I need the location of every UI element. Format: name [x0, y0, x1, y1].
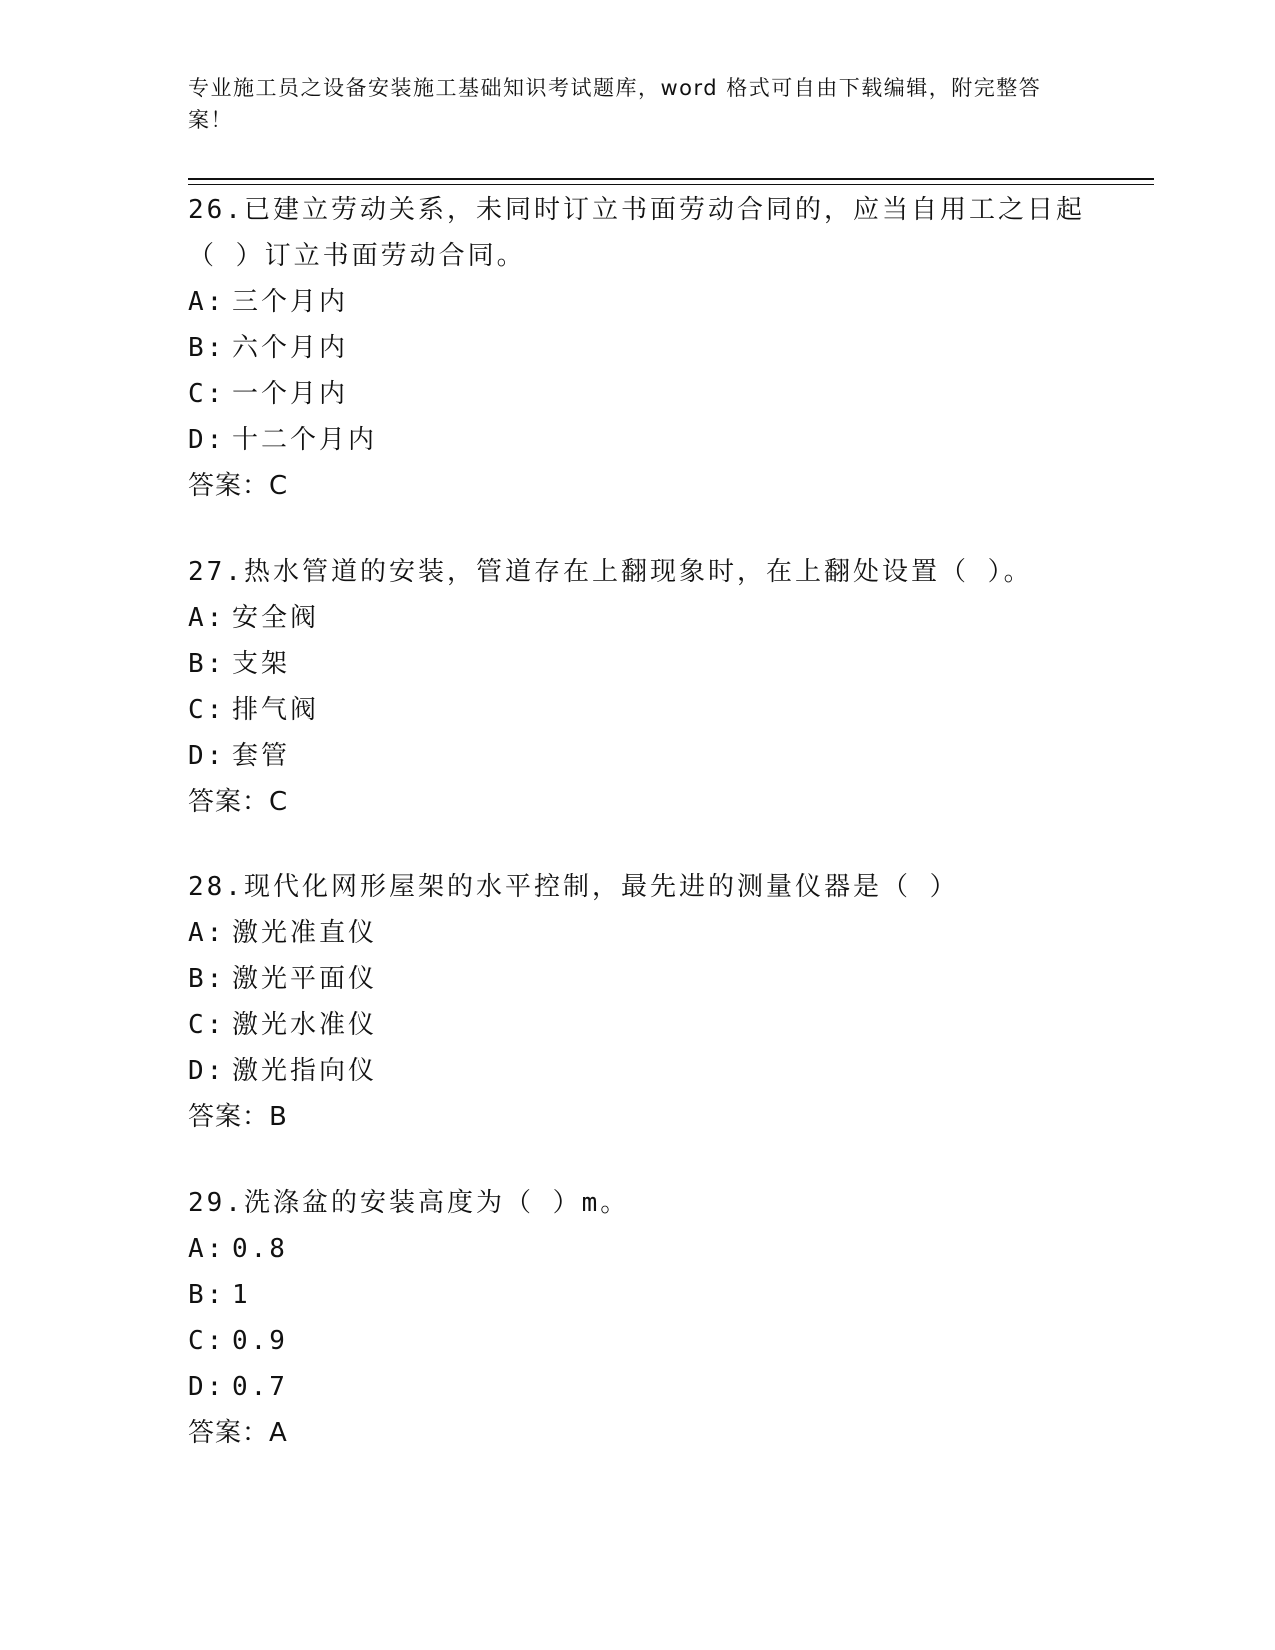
answer-line: 答案：C [188, 787, 289, 817]
option-b [188, 641, 1088, 687]
option-label: A: [188, 603, 226, 633]
document-intro: 专业施工员之设备安装施工基础知识考试题库，word 格式可自由下载编辑，附完整答案！ [188, 76, 1042, 132]
option-b [188, 325, 1088, 371]
option-a [188, 279, 1088, 325]
question-26 [188, 187, 1088, 509]
option-b [188, 1272, 1088, 1318]
option-label: A: [188, 1234, 226, 1264]
option-text: 0.7 [232, 1372, 288, 1402]
option-label: B: [188, 964, 226, 994]
answer-line: 答案：C [188, 471, 289, 501]
answer-line: 答案：B [188, 1102, 288, 1132]
option-text: 0.8 [232, 1234, 288, 1264]
option-label: C: [188, 1010, 226, 1040]
option-d [188, 1048, 1088, 1094]
question-27 [188, 549, 1088, 825]
option-label: C: [188, 695, 226, 725]
option-text: 激光平面仪 [232, 964, 378, 994]
option-label: D: [188, 425, 226, 455]
option-a [188, 910, 1088, 956]
option-b [188, 956, 1088, 1002]
option-text: 三个月内 [232, 287, 349, 317]
option-text: 0.9 [232, 1326, 288, 1356]
option-d [188, 733, 1088, 779]
option-text: 套管 [232, 741, 291, 771]
option-label: D: [188, 1056, 226, 1086]
option-text: 安全阀 [232, 603, 320, 633]
option-c [188, 1318, 1088, 1364]
option-label: D: [188, 1372, 226, 1402]
option-text: 1 [232, 1280, 251, 1310]
answer-line: 答案：A [188, 1418, 288, 1448]
question-29 [188, 1180, 1088, 1456]
option-c [188, 1002, 1088, 1048]
option-c [188, 687, 1088, 733]
option-d [188, 417, 1088, 463]
option-d [188, 1364, 1088, 1410]
option-text: 激光指向仪 [232, 1056, 378, 1086]
option-text: 激光准直仪 [232, 918, 378, 948]
option-label: B: [188, 1280, 226, 1310]
option-label: A: [188, 287, 226, 317]
question-text: 26.已建立劳动关系，未同时订立书面劳动合同的，应当自用工之日起（ ）订立书面劳动合同。 [188, 195, 1085, 271]
option-a [188, 1226, 1088, 1272]
option-label: B: [188, 333, 226, 363]
header-divider-thick [188, 178, 1154, 180]
question-text: 27.热水管道的安装，管道存在上翻现象时，在上翻处设置（ ）。 [188, 557, 1033, 587]
option-text: 十二个月内 [232, 425, 378, 455]
option-a [188, 595, 1088, 641]
option-text: 排气阀 [232, 695, 320, 725]
question-text: 29.洗涤盆的安装高度为（ ）m。 [188, 1188, 630, 1218]
option-c [188, 371, 1088, 417]
option-text: 激光水准仪 [232, 1010, 378, 1040]
option-text: 一个月内 [232, 379, 349, 409]
header-divider-thin [188, 184, 1154, 185]
option-text: 六个月内 [232, 333, 349, 363]
option-label: C: [188, 1326, 226, 1356]
question-text: 28.现代化网形屋架的水平控制，最先进的测量仪器是（ ） [188, 872, 959, 902]
option-text: 支架 [232, 649, 291, 679]
question-28 [188, 864, 1088, 1140]
option-label: B: [188, 649, 226, 679]
option-label: A: [188, 918, 226, 948]
option-label: C: [188, 379, 226, 409]
option-label: D: [188, 741, 226, 771]
